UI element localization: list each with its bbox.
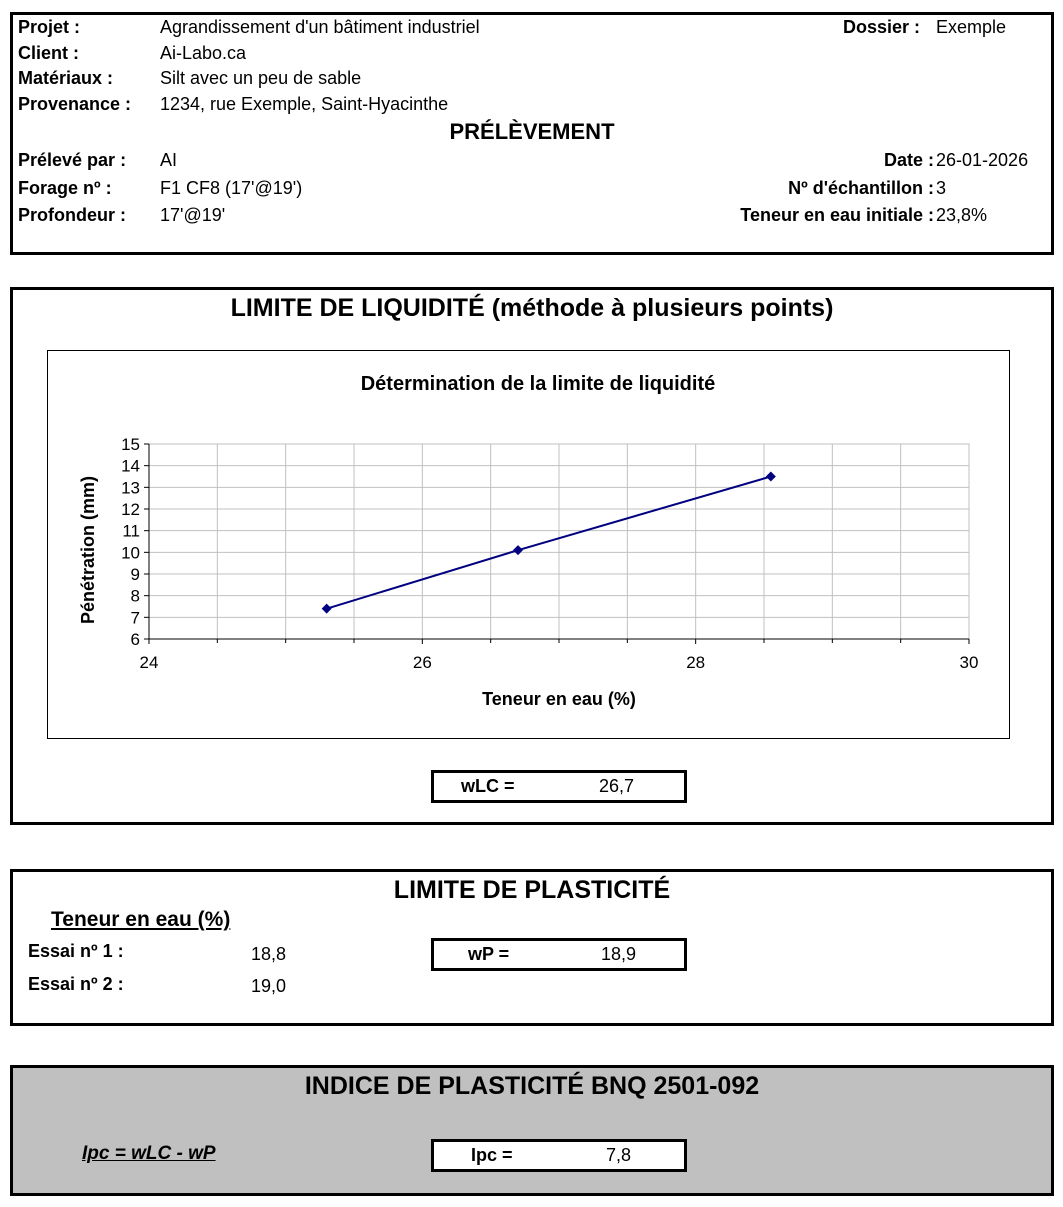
projet-label: Projet : <box>18 17 81 37</box>
plasticite-panel <box>10 869 1054 1026</box>
liquidite-title: LIMITE DE LIQUIDITÉ (méthode à plusieurs points) <box>230 294 834 322</box>
x-tick-label: 30 <box>959 653 979 672</box>
ipc-formula: Ipc = wLC - wP <box>82 1143 216 1164</box>
teneur-heading: Teneur en eau (%) <box>51 908 231 931</box>
y-tick-label: 12 <box>121 500 140 519</box>
client-value: Ai-Labo.ca <box>160 43 247 63</box>
essai1-label: Essai nº 1 : <box>28 941 124 961</box>
echantillon-label: Nº d'échantillon : <box>788 178 934 198</box>
teneur-initiale-label: Teneur en eau initiale : <box>740 205 934 225</box>
ipc-label: Ipc = <box>471 1145 513 1165</box>
echantillon-value: 3 <box>936 178 947 198</box>
y-tick-label: 10 <box>121 543 140 563</box>
y-tick-label: 9 <box>130 565 140 584</box>
ipc-result-box <box>431 1139 687 1172</box>
preleve-par-value: AI <box>160 150 178 170</box>
wlc-value: 26,7 <box>599 776 635 796</box>
client-label: Client : <box>18 43 79 63</box>
x-tick-label: 28 <box>686 653 706 672</box>
liquidite-panel <box>10 287 1054 825</box>
x-tick-label: 24 <box>139 653 159 672</box>
essai2-label: Essai nº 2 : <box>28 974 124 994</box>
preleve-par-label: Prélevé par : <box>18 150 127 170</box>
y-tick-label: 8 <box>130 586 140 606</box>
provenance-label: Provenance : <box>18 94 132 114</box>
prelevement-title: PRÉLÈVEMENT <box>449 119 615 144</box>
materiaux-value: Silt avec un peu de sable <box>160 68 362 88</box>
wp-label: wP = <box>468 944 510 964</box>
y-tick-label: 7 <box>130 608 140 628</box>
liquidity-chart <box>48 351 1009 738</box>
x-tick-label: 26 <box>412 653 432 672</box>
y-tick-label: 11 <box>122 521 140 541</box>
provenance-value: 1234, rue Exemple, Saint-Hyacinthe <box>160 94 449 114</box>
profondeur-value: 17'@19' <box>160 205 226 225</box>
y-tick-label: 15 <box>121 435 140 454</box>
wp-result-box <box>431 938 687 971</box>
materiaux-label: Matériaux : <box>18 68 114 88</box>
dossier-value: Exemple <box>936 17 1007 37</box>
y-tick-label: 6 <box>130 630 140 649</box>
wlc-label: wLC = <box>461 776 515 796</box>
wlc-result-box <box>431 770 687 803</box>
indice-panel <box>10 1065 1054 1196</box>
header-panel <box>10 12 1054 255</box>
profondeur-label: Profondeur : <box>18 205 126 225</box>
projet-value: Agrandissement d'un bâtiment industriel <box>160 17 480 37</box>
ipc-value: 7,8 <box>606 1145 632 1165</box>
forage-value: F1 CF8 (17'@19') <box>160 178 303 198</box>
chart-ylabel: Pénétration (mm) <box>78 475 98 625</box>
plasticite-title: LIMITE DE PLASTICITÉ <box>393 876 671 904</box>
chart-xlabel: Teneur en eau (%) <box>482 689 636 709</box>
essai2-value: 19,0 <box>251 976 287 996</box>
chart-frame <box>47 350 1010 739</box>
chart-title: Détermination de la limite de liquidité <box>360 373 716 395</box>
dossier-label: Dossier : <box>843 17 921 37</box>
date-label: Date : <box>883 150 934 170</box>
essai1-value: 18,8 <box>251 944 287 964</box>
indice-title: INDICE DE PLASTICITÉ BNQ 2501-092 <box>304 1072 760 1100</box>
y-tick-label: 13 <box>121 478 140 498</box>
wp-value: 18,9 <box>601 944 637 964</box>
date-value: 26-01-2026 <box>936 150 1029 170</box>
y-tick-label: 14 <box>121 456 140 476</box>
teneur-initiale-value: 23,8% <box>936 205 988 225</box>
forage-label: Forage nº : <box>18 178 112 198</box>
